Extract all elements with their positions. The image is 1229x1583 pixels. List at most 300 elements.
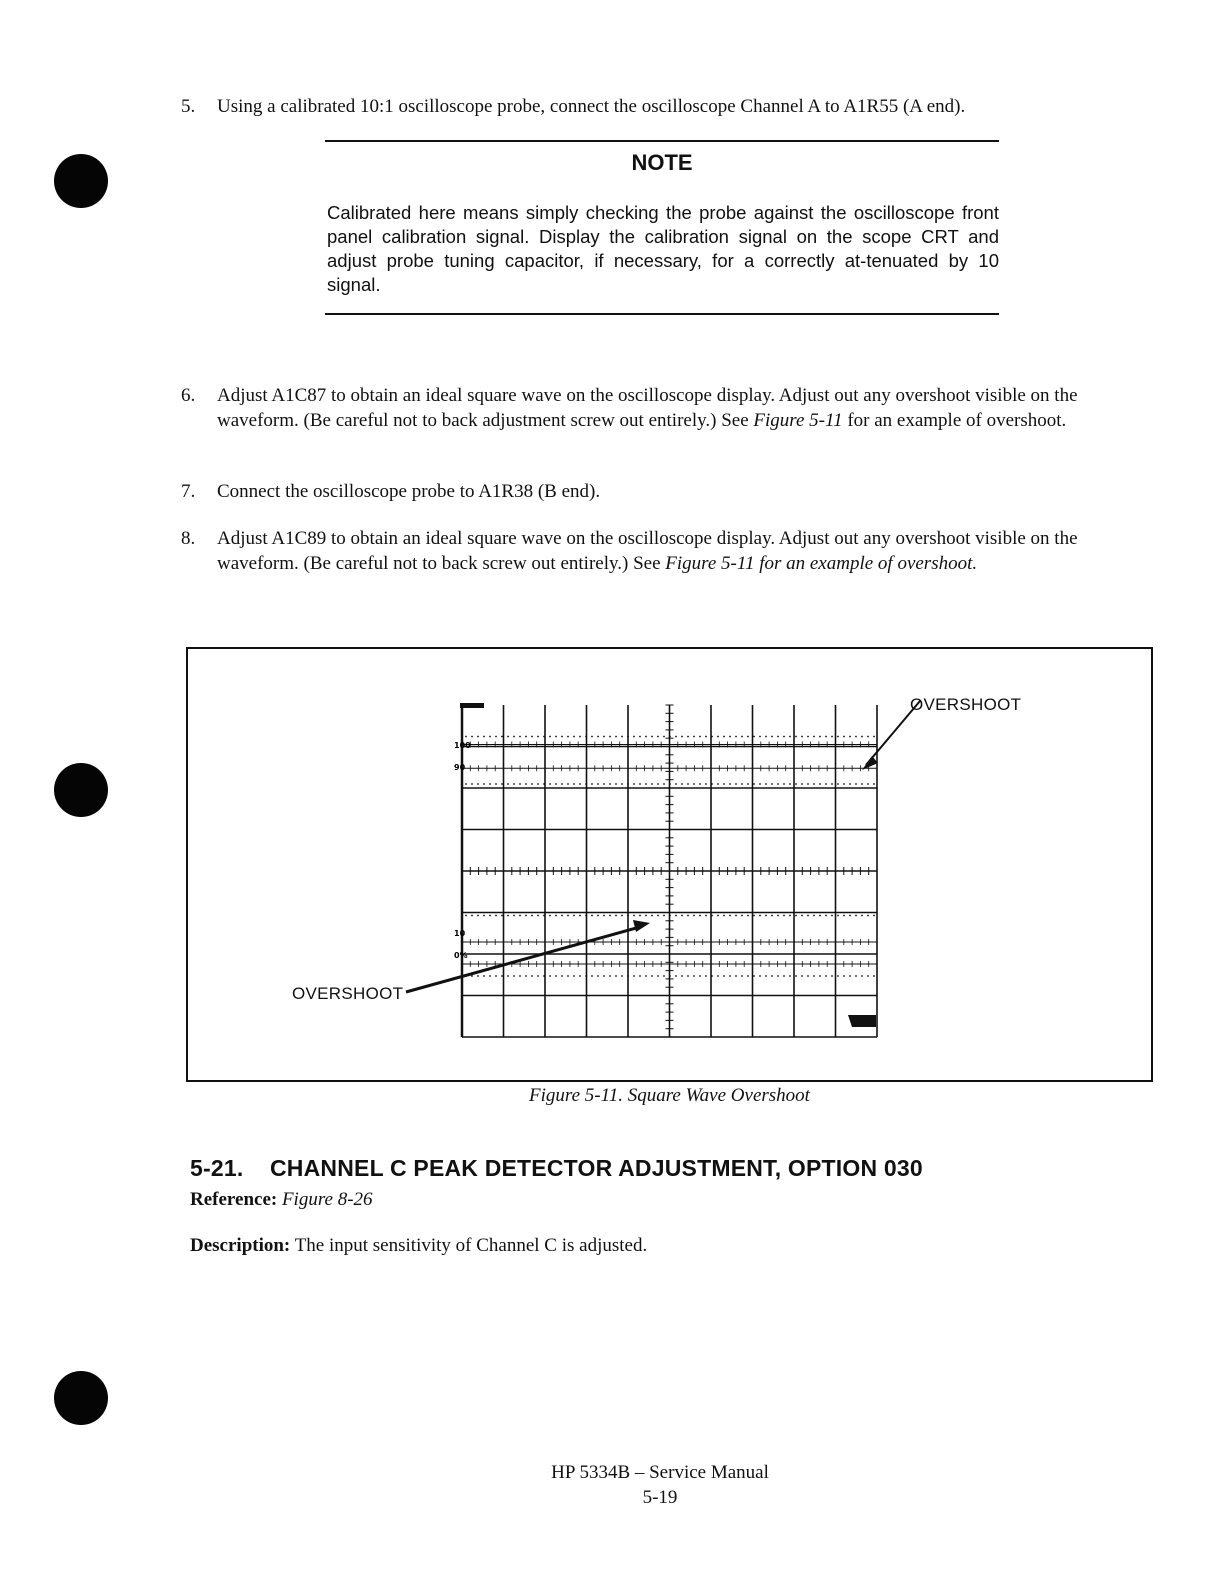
graticule-dot <box>651 736 653 738</box>
graticule-dot <box>609 783 611 785</box>
graticule-dot <box>603 915 605 917</box>
graticule-dot <box>645 915 647 917</box>
graticule-dot <box>753 975 755 977</box>
graticule-dot <box>615 915 617 917</box>
graticule-dot <box>615 783 617 785</box>
graticule-dot <box>555 783 557 785</box>
section-heading <box>190 1155 923 1182</box>
graticule-dot <box>801 915 803 917</box>
graticule-dot <box>675 915 677 917</box>
graticule-dot <box>483 915 485 917</box>
graticule-dot <box>777 736 779 738</box>
graticule-dot <box>531 736 533 738</box>
overshoot-label-top: OVERSHOOT <box>910 695 1022 714</box>
overshoot-arrowhead-bottom <box>633 920 650 932</box>
graticule-dot <box>597 783 599 785</box>
graticule-dot <box>507 783 509 785</box>
graticule-dot <box>633 915 635 917</box>
graticule-dot <box>693 736 695 738</box>
graticule-dot <box>669 975 671 977</box>
step-number: 5. <box>181 96 196 117</box>
graticule-dot <box>669 736 671 738</box>
graticule-dot <box>645 975 647 977</box>
graticule-dot <box>693 915 695 917</box>
graticule-dot <box>801 975 803 977</box>
graticule-dot <box>867 783 869 785</box>
graticule-dot <box>621 783 623 785</box>
graticule-dot <box>771 783 773 785</box>
graticule-label-100: 100 <box>454 741 471 750</box>
graticule-dot <box>843 915 845 917</box>
graticule-dot <box>729 736 731 738</box>
graticule-dot <box>789 915 791 917</box>
overshoot-pointer-bottom <box>406 927 640 992</box>
graticule-dot <box>633 975 635 977</box>
graticule-dot <box>621 915 623 917</box>
graticule-dot <box>483 783 485 785</box>
note-rule-top <box>325 140 999 142</box>
graticule-dot <box>579 915 581 917</box>
note-body: Calibrated here means simply checking the probe against the oscilloscope front panel calibration signal. Display the calibration signal on the scope CRT and adjust probe tuning capacitor, if necessary, for a correctly at-tenuated by 10 signal. <box>327 202 999 295</box>
graticule-dot <box>531 975 533 977</box>
description-value: The input sensitivity of Channel C is adjusted. <box>294 1235 648 1256</box>
graticule-dot <box>543 915 545 917</box>
graticule-dot <box>693 975 695 977</box>
graticule-dot <box>639 783 641 785</box>
graticule-dot <box>519 783 521 785</box>
graticule-dot <box>579 736 581 738</box>
graticule-dot <box>783 736 785 738</box>
graticule-dot <box>489 736 491 738</box>
graticule-dot <box>543 975 545 977</box>
reference-line <box>190 1187 373 1212</box>
binder-hole-bottom <box>54 1371 108 1425</box>
binder-hole-top <box>54 154 108 208</box>
graticule-dot <box>471 783 473 785</box>
graticule-dot <box>507 915 509 917</box>
graticule-dot <box>855 736 857 738</box>
graticule-dot <box>501 783 503 785</box>
graticule-dot <box>741 975 743 977</box>
graticule-dot <box>705 915 707 917</box>
description-line <box>190 1233 647 1258</box>
graticule-dot <box>693 783 695 785</box>
graticule-dot <box>837 975 839 977</box>
graticule-dot <box>501 736 503 738</box>
graticule-dot <box>807 915 809 917</box>
graticule-dot <box>483 736 485 738</box>
graticule-dot <box>843 783 845 785</box>
graticule-dot <box>549 736 551 738</box>
graticule-dot <box>567 736 569 738</box>
note-rule-bottom <box>325 313 999 315</box>
graticule-dot <box>723 915 725 917</box>
graticule-dot <box>681 975 683 977</box>
graticule-dot <box>477 915 479 917</box>
graticule-label-10: 10 <box>454 929 466 938</box>
graticule-dot <box>501 975 503 977</box>
graticule-dot <box>603 975 605 977</box>
graticule-dot <box>675 975 677 977</box>
graticule-dot <box>801 736 803 738</box>
graticule-dot <box>597 915 599 917</box>
graticule-dot <box>849 975 851 977</box>
graticule-dot <box>543 736 545 738</box>
graticule-dot <box>795 975 797 977</box>
graticule-dot <box>717 736 719 738</box>
graticule-dot <box>639 975 641 977</box>
graticule-dot <box>675 736 677 738</box>
step-text: Connect the oscilloscope probe to A1R38 (B end). <box>217 481 601 502</box>
graticule-dot <box>747 975 749 977</box>
graticule-dot <box>573 915 575 917</box>
graticule-dot <box>561 915 563 917</box>
graticule-dot <box>507 736 509 738</box>
graticule-dot <box>591 915 593 917</box>
graticule-dot <box>765 975 767 977</box>
step-number: 7. <box>181 481 196 502</box>
graticule-dot <box>837 915 839 917</box>
graticule-dot <box>627 736 629 738</box>
graticule-dot <box>543 783 545 785</box>
graticule-dot <box>741 915 743 917</box>
graticule-dot <box>537 783 539 785</box>
graticule-dot <box>549 783 551 785</box>
graticule-dot <box>861 975 863 977</box>
graticule-dot <box>759 975 761 977</box>
graticule-dot <box>873 783 875 785</box>
graticule-dot <box>813 975 815 977</box>
graticule-dot <box>783 915 785 917</box>
graticule-dot <box>753 736 755 738</box>
graticule-dot <box>867 975 869 977</box>
description-label: Description: <box>190 1235 291 1256</box>
graticule-dot <box>735 736 737 738</box>
graticule-dot <box>759 783 761 785</box>
graticule-dot <box>561 975 563 977</box>
graticule-dot <box>777 975 779 977</box>
binder-hole-middle <box>54 763 108 817</box>
graticule-dot <box>861 736 863 738</box>
graticule-dot <box>795 783 797 785</box>
graticule-dot <box>687 783 689 785</box>
graticule-dot <box>573 736 575 738</box>
graticule-dot <box>591 736 593 738</box>
step-number: 8. <box>181 528 196 549</box>
graticule-dot <box>627 783 629 785</box>
graticule-dot <box>765 783 767 785</box>
graticule-dot <box>765 915 767 917</box>
graticule-dot <box>567 783 569 785</box>
graticule-dot <box>531 783 533 785</box>
graticule-dot <box>585 736 587 738</box>
figure-square-wave-overshoot <box>186 647 1153 1082</box>
graticule-dot <box>519 736 521 738</box>
graticule-dot <box>639 736 641 738</box>
graticule-dot <box>471 915 473 917</box>
step-text: Adjust A1C89 to obtain an ideal square wave on the oscilloscope display. Adjust out any overshoot visible on the waveform. (Be careful not to back screw out entirely.) See Figure 5-11 for an example of overshoot. <box>217 528 1078 574</box>
graticule-dot <box>741 736 743 738</box>
graticule-dot <box>561 783 563 785</box>
graticule-dot <box>603 736 605 738</box>
graticule-dot <box>831 783 833 785</box>
graticule-dot <box>561 736 563 738</box>
graticule-dot <box>729 975 731 977</box>
graticule-dot <box>651 783 653 785</box>
graticule-dot <box>729 915 731 917</box>
graticule-dot <box>777 783 779 785</box>
graticule-dot <box>735 915 737 917</box>
graticule-dot <box>729 783 731 785</box>
graticule-dot <box>567 975 569 977</box>
graticule-dot <box>759 915 761 917</box>
graticule-dot <box>717 915 719 917</box>
graticule-dot <box>513 975 515 977</box>
graticule-dot <box>657 736 659 738</box>
graticule-dot <box>465 915 467 917</box>
graticule-dot <box>723 736 725 738</box>
graticule-dot <box>687 975 689 977</box>
graticule-dot <box>789 736 791 738</box>
graticule-dot <box>645 783 647 785</box>
graticule-dot <box>813 783 815 785</box>
overshoot-label-bottom: OVERSHOOT <box>292 984 404 1003</box>
graticule-dot <box>621 736 623 738</box>
graticule-dot <box>669 783 671 785</box>
graticule-dot <box>735 783 737 785</box>
figure-reference: Figure 5-11 for an example of overshoot. <box>665 553 978 574</box>
graticule-dot <box>501 915 503 917</box>
graticule-dot <box>663 736 665 738</box>
graticule-dot <box>555 975 557 977</box>
graticule-dot <box>711 783 713 785</box>
graticule-dot <box>681 736 683 738</box>
graticule-dot <box>591 975 593 977</box>
graticule-dot <box>831 736 833 738</box>
graticule-dot <box>483 975 485 977</box>
graticule-dot <box>657 915 659 917</box>
graticule-dot <box>621 975 623 977</box>
graticule-dot <box>663 975 665 977</box>
graticule-dot <box>609 915 611 917</box>
graticule-dot <box>579 783 581 785</box>
graticule-dot <box>717 783 719 785</box>
graticule-dot <box>663 783 665 785</box>
graticule-dot <box>687 736 689 738</box>
graticule-dot <box>609 975 611 977</box>
graticule-dot <box>825 736 827 738</box>
graticule-dot <box>717 975 719 977</box>
graticule-dot <box>753 915 755 917</box>
graticule-dot <box>471 736 473 738</box>
graticule-dot <box>657 783 659 785</box>
graticule-dot <box>513 736 515 738</box>
step-text: Adjust A1C87 to obtain an ideal square wave on the oscilloscope display. Adjust out any overshoot visible on the waveform. (Be careful not to back adjustment screw out entirely.) See Figure 5-11 for an example of overshoot. <box>217 385 1078 431</box>
graticule-dot <box>585 975 587 977</box>
graticule-dot <box>855 915 857 917</box>
graticule-dot <box>699 783 701 785</box>
graticule-dot <box>849 783 851 785</box>
graticule-dot <box>819 783 821 785</box>
section-number: 5-21. <box>190 1155 244 1181</box>
graticule-dot <box>573 783 575 785</box>
graticule-dot <box>525 915 527 917</box>
graticule-dot <box>525 783 527 785</box>
graticule-dot <box>771 736 773 738</box>
graticule-dot <box>531 915 533 917</box>
graticule-dot <box>537 975 539 977</box>
graticule-dot <box>783 975 785 977</box>
graticule-dot <box>711 915 713 917</box>
graticule-dot <box>627 975 629 977</box>
graticule-dot <box>705 736 707 738</box>
graticule-dot <box>759 736 761 738</box>
footer-manual-title: HP 5334B – Service Manual <box>551 1462 769 1483</box>
graticule-dot <box>579 975 581 977</box>
graticule-dot <box>807 783 809 785</box>
graticule-dot <box>609 736 611 738</box>
graticule-dot <box>495 915 497 917</box>
graticule-dot <box>861 915 863 917</box>
graticule-dot <box>675 783 677 785</box>
graticule-dot <box>837 736 839 738</box>
graticule-dot <box>843 975 845 977</box>
graticule-dot <box>495 975 497 977</box>
graticule-dot <box>525 736 527 738</box>
graticule-label-0: 0% <box>454 951 468 960</box>
graticule-dot <box>663 915 665 917</box>
graticule-dot <box>849 915 851 917</box>
figure-caption: Figure 5-11. Square Wave Overshoot <box>529 1085 810 1106</box>
graticule-dot <box>645 736 647 738</box>
graticule-corner-wedge <box>848 1015 876 1027</box>
graticule-dot <box>711 736 713 738</box>
graticule-dot <box>687 915 689 917</box>
graticule-dot <box>867 915 869 917</box>
graticule-dot <box>651 915 653 917</box>
graticule-dot <box>843 736 845 738</box>
note-title: NOTE <box>631 150 693 175</box>
graticule-dot <box>633 783 635 785</box>
graticule-dot <box>585 783 587 785</box>
graticule-dot <box>801 783 803 785</box>
graticule-dot <box>525 975 527 977</box>
reference-label: Reference: <box>190 1189 278 1210</box>
graticule-dot <box>615 975 617 977</box>
graticule-dot <box>753 783 755 785</box>
graticule-dot <box>831 975 833 977</box>
graticule-dot <box>789 783 791 785</box>
graticule-dot <box>549 975 551 977</box>
graticule-dot <box>723 783 725 785</box>
graticule-dot <box>735 975 737 977</box>
graticule-dot <box>495 783 497 785</box>
graticule-dot <box>603 783 605 785</box>
graticule-dot <box>873 975 875 977</box>
graticule-dot <box>699 915 701 917</box>
graticule-dot <box>771 975 773 977</box>
graticule-dot <box>861 783 863 785</box>
graticule-dot <box>507 975 509 977</box>
graticule-dot <box>585 915 587 917</box>
graticule-dot <box>825 975 827 977</box>
graticule-dot <box>825 915 827 917</box>
graticule-dot <box>597 736 599 738</box>
graticule-dot <box>537 915 539 917</box>
graticule-dot <box>549 915 551 917</box>
graticule-dot <box>465 783 467 785</box>
graticule-dot <box>771 915 773 917</box>
graticule-dot <box>489 783 491 785</box>
graticule-dot <box>795 915 797 917</box>
graticule-dot <box>837 783 839 785</box>
graticule-dot <box>513 783 515 785</box>
graticule-dot <box>711 975 713 977</box>
graticule-dot <box>849 736 851 738</box>
graticule-dot <box>477 736 479 738</box>
graticule-dot <box>795 736 797 738</box>
graticule-dot <box>489 915 491 917</box>
graticule-dot <box>573 975 575 977</box>
graticule-corner-mark <box>460 703 484 708</box>
graticule-dot <box>657 975 659 977</box>
graticule-dot <box>741 783 743 785</box>
graticule-dot <box>633 736 635 738</box>
graticule-dot <box>747 736 749 738</box>
graticule-dot <box>597 975 599 977</box>
graticule-dot <box>807 736 809 738</box>
graticule-dot <box>681 783 683 785</box>
graticule-dot <box>669 915 671 917</box>
graticule-dot <box>789 975 791 977</box>
graticule-dot <box>783 783 785 785</box>
graticule-dot <box>495 736 497 738</box>
graticule-dot <box>855 975 857 977</box>
graticule-dot <box>705 975 707 977</box>
graticule-dot <box>777 915 779 917</box>
figure-reference: Figure 5-11 <box>753 410 843 431</box>
graticule-dot <box>627 915 629 917</box>
graticule-dot <box>465 736 467 738</box>
graticule-dot <box>705 783 707 785</box>
graticule-dot <box>819 736 821 738</box>
graticule-dot <box>855 783 857 785</box>
footer-page-number: 5-19 <box>642 1487 678 1508</box>
graticule-dot <box>747 783 749 785</box>
graticule-dot <box>513 915 515 917</box>
graticule-dot <box>699 736 701 738</box>
graticule-dot <box>591 783 593 785</box>
graticule-dot <box>819 915 821 917</box>
graticule-dot <box>537 736 539 738</box>
graticule-dot <box>681 915 683 917</box>
graticule-dot <box>519 975 521 977</box>
graticule-dot <box>567 915 569 917</box>
graticule-dot <box>831 915 833 917</box>
step-text: Using a calibrated 10:1 oscilloscope probe, connect the oscilloscope Channel A to A1R55 (A end). <box>217 96 966 117</box>
graticule-dot <box>765 736 767 738</box>
graticule-dot <box>639 915 641 917</box>
graticule-label-90: 90 <box>454 763 466 772</box>
graticule-dot <box>615 736 617 738</box>
graticule-dot <box>813 736 815 738</box>
graticule-dot <box>873 915 875 917</box>
graticule-dot <box>477 783 479 785</box>
graticule-dot <box>819 975 821 977</box>
graticule-dot <box>747 915 749 917</box>
graticule-dot <box>813 915 815 917</box>
graticule-dot <box>489 975 491 977</box>
